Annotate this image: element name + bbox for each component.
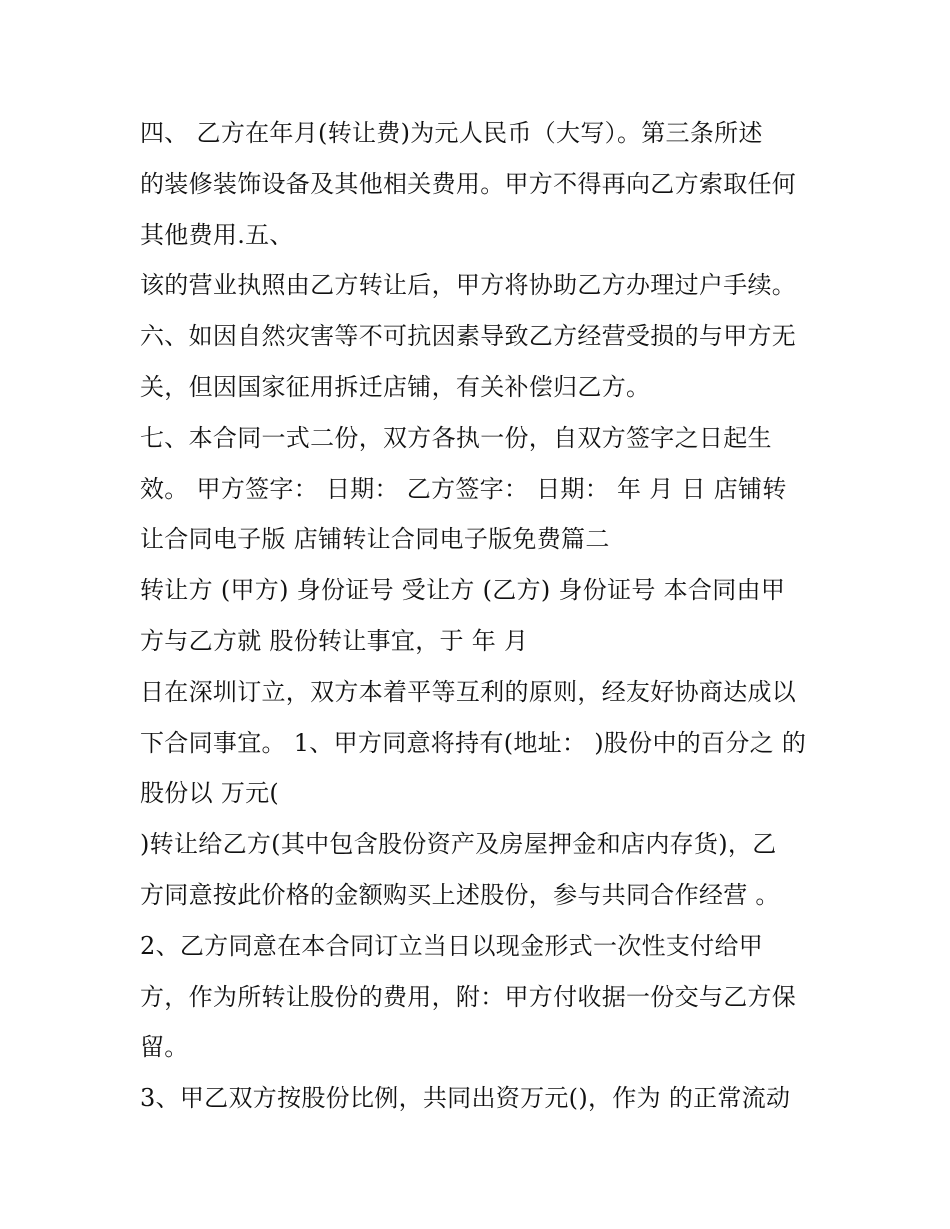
text-line: 让合同电子版 店铺转让合同电子版免费篇二 [140,525,610,554]
text-line: 方与乙方就 股份转让事宜，于 年 月 [140,626,529,655]
text-line: 方，作为所转让股份的费用，附：甲方付收据一份交与乙方保 [140,982,797,1011]
text-line: 其他费用.五、 [140,220,294,249]
text-line: 效。 甲方签字： 日期： 乙方签字： 日期： 年 月 日 店铺转 [140,474,787,503]
text-line: 六、如因自然灾害等不可抗因素导致乙方经营受损的与甲方无 [140,322,797,351]
text-line: )转让给乙方(其中包含股份资产及房屋押金和店内存货)，乙 [140,830,777,859]
text-line: 留。 [140,1033,189,1062]
text-line: 3、甲乙双方按股份比例，共同出资万元()，作为 的正常流动 [140,1084,791,1113]
text-line: 方同意按此价格的金额购买上述股份，参与共同合作经营 。 [140,880,780,909]
text-line: 的装修装饰设备及其他相关费用。甲方不得再向乙方索取任何 [140,169,797,198]
text-line: 该的营业执照由乙方转让后，甲方将协助乙方办理过户手续。 [140,271,797,300]
text-line: 关，但因国家征用拆迁店铺，有关补偿归乙方。 [140,372,651,401]
text-line: 下合同事宜。 1、甲方同意将持有(地址： )股份中的百分之 的 [140,728,807,757]
text-line: 七、本合同一式二份，双方各执一份，自双方签字之日起生 [140,423,772,452]
text-line: 2、乙方同意在本合同订立当日以现金形式一次性支付给甲 [140,931,764,960]
contract-text [140,108,830,1124]
text-line: 日在深圳订立，双方本着平等互利的原则，经友好协商达成以 [140,677,797,706]
text-line: 四、 乙方在年月(转让费)为元人民币（大写）。第三条所述 [140,119,763,147]
text-line: 股份以 万元( [140,779,280,808]
text-line: 转让方 (甲方) 身份证号 受让方 (乙方) 身份证号 本合同由甲 [140,576,786,605]
